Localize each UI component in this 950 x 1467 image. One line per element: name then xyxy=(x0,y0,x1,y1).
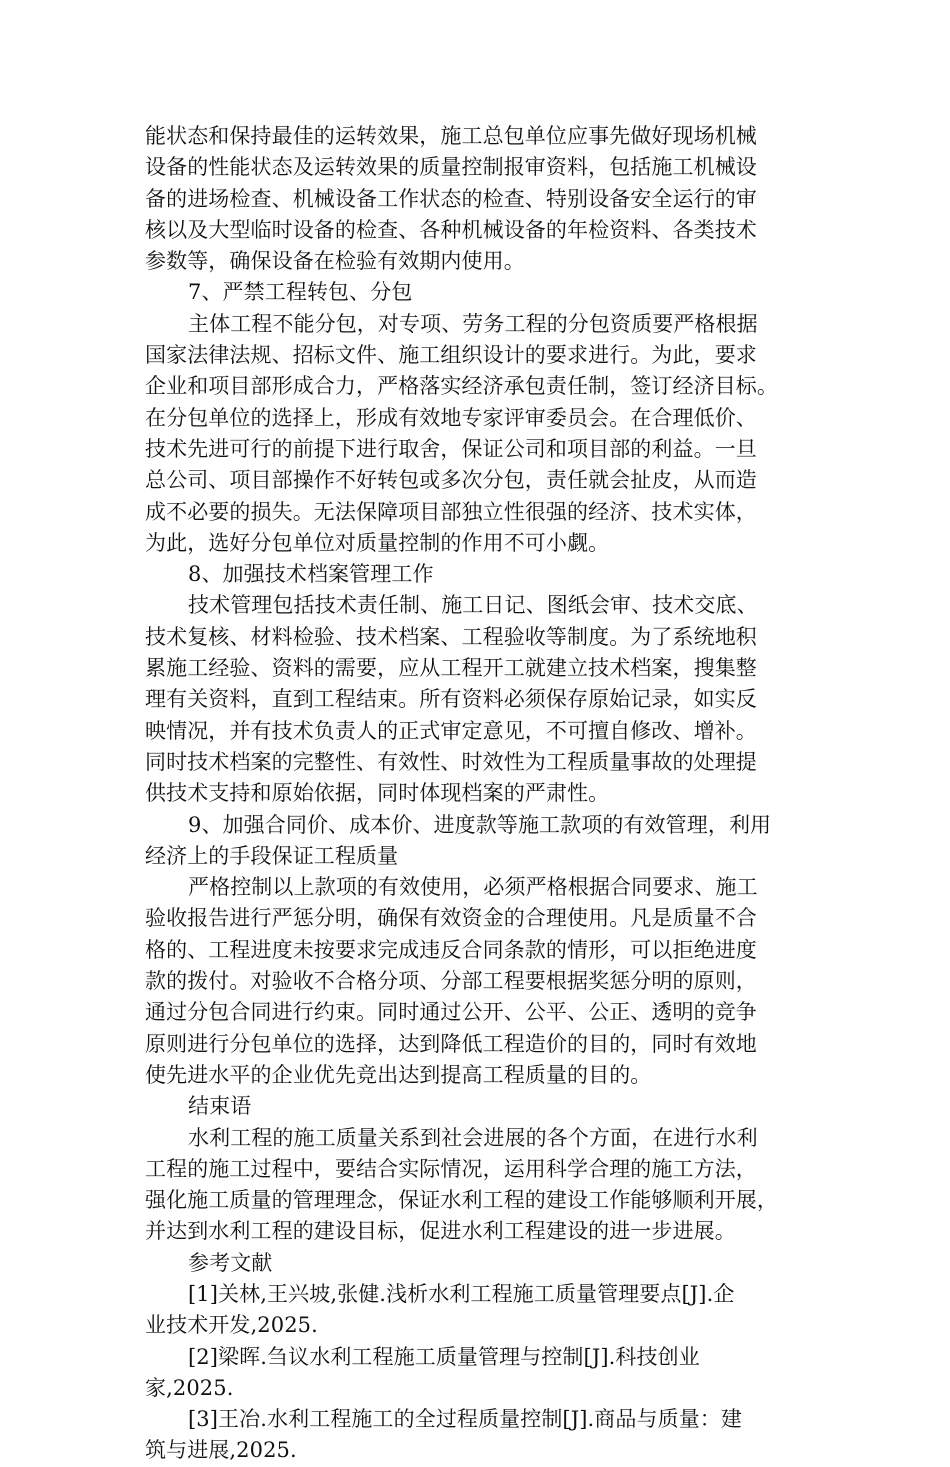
text-line: 通过分包合同进行约束。同时通过公开、公平、公正、透明的竞争 xyxy=(145,1000,757,1025)
text-line: 供技术支持和原始依据，同时体现档案的严肃性。 xyxy=(145,781,610,806)
text-line: [2]梁晖.刍议水利工程施工质量管理与控制[J].科技创业 xyxy=(188,1344,700,1369)
text-line: 原则进行分包单位的选择，达到降低工程造价的目的，同时有效地 xyxy=(145,1031,757,1056)
text-line: 工程的施工过程中，要结合实际情况，运用科学合理的施工方法， xyxy=(145,1156,757,1181)
text-line: 备的进场检查、机械设备工作状态的检查、特别设备安全运行的审 xyxy=(145,186,757,211)
text-line: 强化施工质量的管理理念，保证水利工程的建设工作能够顺利开展， xyxy=(145,1188,778,1213)
text-line: 技术先进可行的前提下进行取舍，保证公司和项目部的利益。一旦 xyxy=(145,436,757,461)
text-line: 筑与进展,2025. xyxy=(145,1438,297,1463)
text-line: 水利工程的施工质量关系到社会进展的各个方面，在进行水利 xyxy=(188,1125,758,1150)
text-line: 格的、工程进度未按要求完成违反合同条款的情形，可以拒绝进度 xyxy=(145,937,757,962)
text-line: 在分包单位的选择上，形成有效地专家评审委员会。在合理低价、 xyxy=(145,405,757,430)
text-line: 总公司、项目部操作不好转包或多次分包，责任就会扯皮，从而造 xyxy=(145,468,757,493)
text-line: 验收报告进行严惩分明，确保有效资金的合理使用。凡是质量不合 xyxy=(145,906,757,931)
text-line: 并达到水利工程的建设目标，促进水利工程建设的进一步进展。 xyxy=(145,1219,736,1244)
text-line: 映情况，并有技术负责人的正式审定意见，不可擅自修改、增补。 xyxy=(145,718,757,743)
text-line: 同时技术档案的完整性、有效性、时效性为工程质量事故的处理提 xyxy=(145,749,757,774)
text-line: 累施工经验、资料的需要，应从工程开工就建立技术档案，搜集整 xyxy=(145,656,757,681)
text-line: 核以及大型临时设备的检查、各种机械设备的年检资料、各类技术 xyxy=(145,217,757,242)
text-line: 理有关资料，直到工程结束。所有资料必须保存原始记录，如实反 xyxy=(145,687,757,712)
text-line: 严格控制以上款项的有效使用，必须严格根据合同要求、施工 xyxy=(188,875,758,900)
text-line: 设备的性能状态及运转效果的质量控制报审资料，包括施工机械设 xyxy=(145,155,757,180)
text-line: [1]关林,王兴坡,张健.浅析水利工程施工质量管理要点[J].企 xyxy=(188,1281,735,1306)
text-line: 9、加强合同价、成本价、进度款等施工款项的有效管理，利用 xyxy=(188,812,772,837)
text-line: 技术管理包括技术责任制、施工日记、图纸会审、技术交底、 xyxy=(188,593,758,618)
body-text xyxy=(145,121,815,1467)
text-line: 技术复核、材料检验、技术档案、工程验收等制度。为了系统地积 xyxy=(145,624,757,649)
text-line: 成不必要的损失。无法保障项目部独立性很强的经济、技术实体， xyxy=(145,499,757,524)
text-line: 家,2025. xyxy=(145,1375,234,1400)
text-line: 使先进水平的企业优先竞出达到提高工程质量的目的。 xyxy=(145,1062,652,1087)
text-line: 7、严禁工程转包、分包 xyxy=(188,280,413,305)
text-line: 8、加强技术档案管理工作 xyxy=(188,562,434,587)
text-line: [3]王冶.水利工程施工的全过程质量控制[J].商品与质量：建 xyxy=(188,1407,742,1432)
text-line: 款的拨付。对验收不合格分项、分部工程要根据奖惩分明的原则， xyxy=(145,969,757,994)
text-line: 结束语 xyxy=(188,1094,252,1119)
text-line: 参数等，确保设备在检验有效期内使用。 xyxy=(145,249,525,274)
text-line: 业技术开发,2025. xyxy=(145,1313,318,1338)
text-line: 能状态和保持最佳的运转效果，施工总包单位应事先做好现场机械 xyxy=(145,124,757,148)
text-line: 主体工程不能分包，对专项、劳务工程的分包资质要严格根据 xyxy=(188,311,758,336)
text-line: 参考文献 xyxy=(188,1250,273,1275)
text-line: 企业和项目部形成合力，严格落实经济承包责任制，签订经济目标。 xyxy=(145,374,778,399)
text-line: 为此，选好分包单位对质量控制的作用不可小觑。 xyxy=(145,530,610,555)
text-line: 国家法律法规、招标文件、施工组织设计的要求进行。为此，要求 xyxy=(145,343,757,368)
text-line: 经济上的手段保证工程质量 xyxy=(145,843,399,868)
